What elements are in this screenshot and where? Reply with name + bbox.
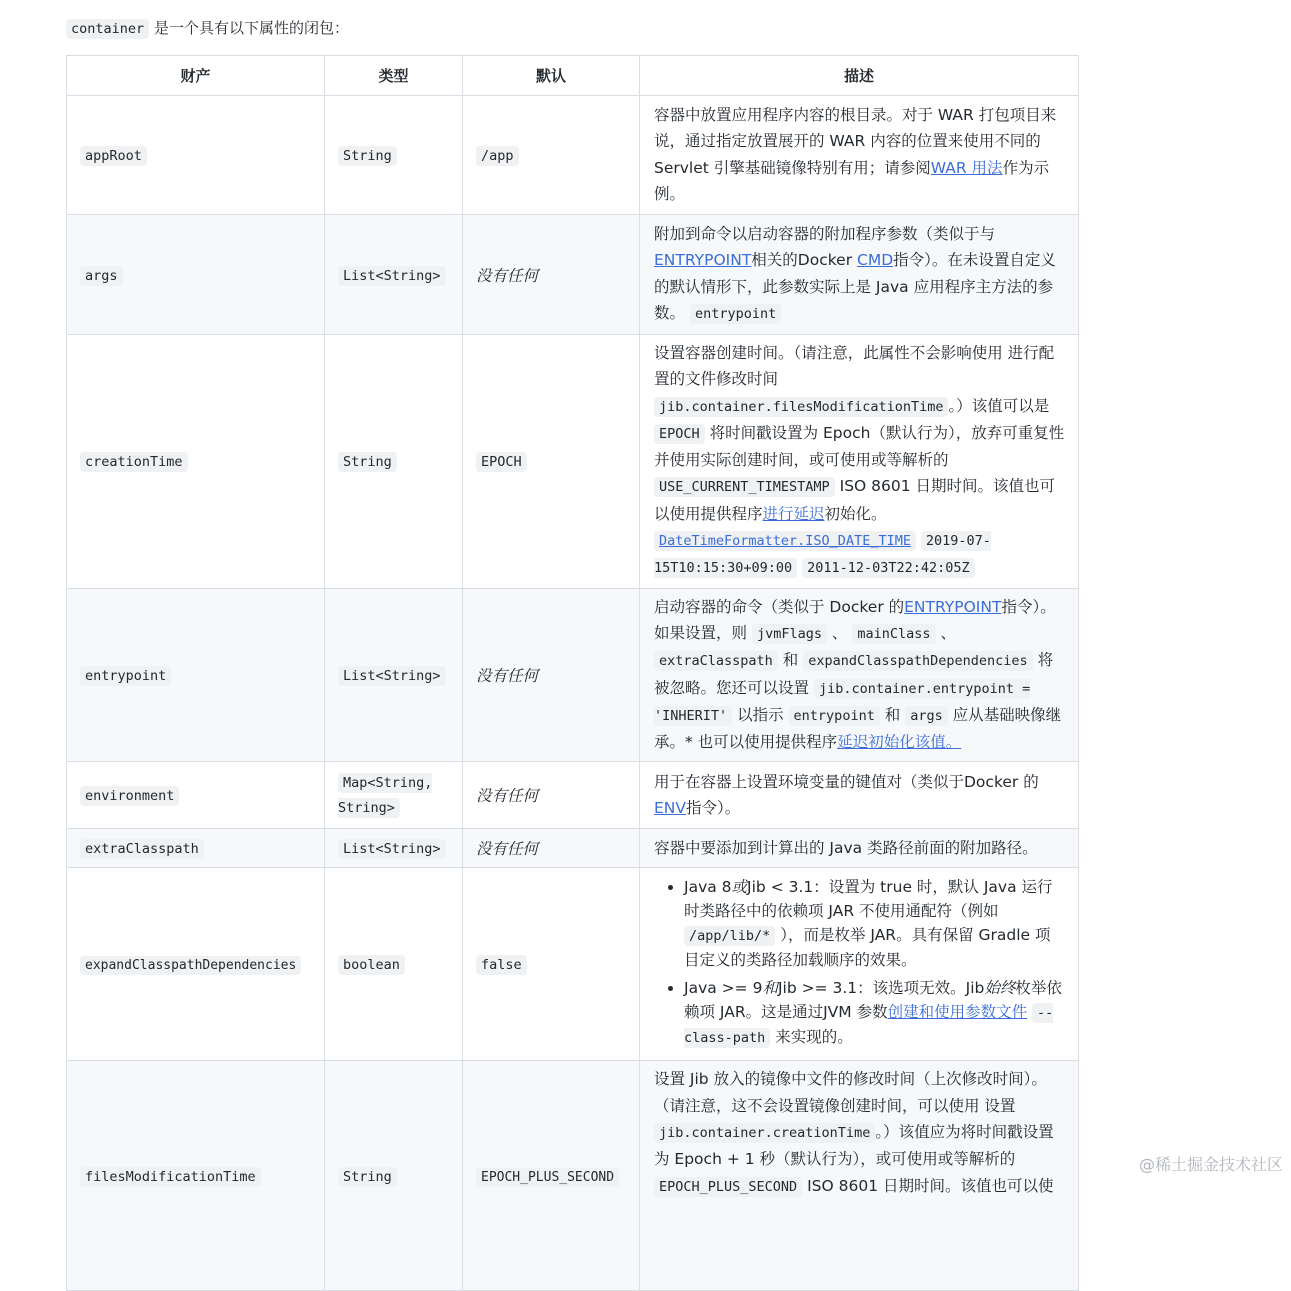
default-cell: 没有任何 bbox=[463, 588, 640, 762]
env-link[interactable]: ENV bbox=[654, 798, 686, 817]
desc-text: 容器中放置应用程序内容的根目录。对于 WAR 打包项目来说，通过指定放置展开的 WAR 内容的位置来使用不同的 Servlet 引擎基础镜像特别有用；请参阅 bbox=[654, 105, 1057, 177]
inline-code: expandClasspathDependencies bbox=[803, 651, 1032, 671]
desc-text: 将被忽略。您还可以设置 bbox=[654, 651, 1054, 697]
entrypoint-link[interactable]: ENTRYPOINT bbox=[904, 597, 1002, 616]
desc-text: 指令）。在未设置自定义的默认情形下，此参数实际上是 Java 应用程序主方法的参数。 bbox=[654, 251, 1056, 322]
list-item bbox=[684, 875, 1065, 972]
desc-text: 指令）。 bbox=[686, 798, 741, 817]
description-cell bbox=[640, 588, 1079, 762]
type-cell bbox=[325, 868, 463, 1061]
header-type: 类型 bbox=[325, 56, 463, 96]
type-value: List<String> bbox=[338, 666, 446, 686]
prop-cell bbox=[67, 868, 325, 1061]
inline-code: mainClass bbox=[852, 624, 935, 644]
type-value: String bbox=[338, 1167, 397, 1187]
desc-text: 始终 bbox=[984, 979, 1016, 998]
prop-name: appRoot bbox=[80, 146, 147, 166]
desc-text: 用于在容器上设置环境变量的键值对（类似于Docker 的 bbox=[654, 772, 1039, 791]
desc-text: Java >= 9 bbox=[684, 979, 763, 998]
list-item bbox=[684, 976, 1065, 1050]
description-cell bbox=[640, 829, 1079, 868]
intro-code: container bbox=[66, 19, 149, 39]
cmd-link[interactable]: CMD bbox=[857, 251, 894, 270]
inline-code: jib.container.creationTime bbox=[654, 1123, 875, 1143]
entrypoint-link[interactable]: ENTRYPOINT bbox=[654, 251, 752, 270]
description-cell bbox=[640, 215, 1079, 335]
default-cell: 没有任何 bbox=[463, 829, 640, 868]
desc-text: 初始化。 bbox=[824, 504, 887, 523]
desc-text: 、 bbox=[940, 623, 956, 642]
desc-text: ISO 8601 日期时间。该值也可以使用提供程序 bbox=[654, 477, 1056, 523]
prop-name: extraClasspath bbox=[80, 839, 204, 859]
default-cell bbox=[463, 1061, 640, 1291]
prop-name: environment bbox=[80, 786, 179, 806]
default-cell bbox=[463, 868, 640, 1061]
desc-text: ISO 8601 日期时间。该值也可以使 bbox=[807, 1176, 1054, 1195]
war-usage-link[interactable]: WAR 用法 bbox=[930, 158, 1003, 177]
datetimeformatter-link[interactable] bbox=[654, 531, 916, 549]
desc-text: 和 bbox=[884, 705, 901, 724]
default-value: EPOCH bbox=[476, 452, 527, 472]
prop-name: filesModificationTime bbox=[80, 1167, 261, 1187]
prop-cell bbox=[67, 96, 325, 215]
desc-text: 、 bbox=[831, 623, 848, 642]
table-header-row bbox=[67, 56, 1079, 96]
type-value: Map<String, String> bbox=[338, 775, 433, 817]
desc-text: 和 bbox=[762, 979, 778, 998]
default-value: EPOCH_PLUS_SECOND bbox=[476, 1168, 619, 1187]
description-cell bbox=[640, 96, 1079, 215]
inline-code: jib.container.filesModificationTime bbox=[654, 397, 948, 417]
inline-code: jib.container.entrypoint = 'INHERIT' bbox=[654, 680, 1031, 724]
description-cell bbox=[640, 762, 1079, 829]
desc-text: Jib < 3.1：设置为 true 时，默认 Java 运行时类路径中的依赖项 JAR 不使用通配符（例如 bbox=[684, 878, 1053, 921]
desc-text: 设置容器创建时间。（请注意，此属性不会影响使用 进行配置的文件修改时间 bbox=[654, 344, 1055, 389]
intro-text: 是一个具有以下属性的闭包： bbox=[153, 19, 349, 37]
bullet-list bbox=[654, 875, 1065, 1050]
desc-text: 指令）。如果设置，则 bbox=[654, 597, 1056, 642]
inline-code: extraClasspath bbox=[654, 651, 778, 671]
desc-text: 设置 Jib 放入的镜像中文件的修改时间（上次修改时间）。（请注意，这不会设置镜像创建时间，可以使用 设置 bbox=[654, 1070, 1047, 1115]
desc-text: 容器中要添加到计算出的 Java 类路径前面的附加路径。 bbox=[654, 838, 1038, 857]
desc-text: 相关的Docker bbox=[751, 251, 857, 270]
default-value: false bbox=[476, 955, 527, 975]
inline-code: 2011-12-03T22:42:05Z bbox=[802, 558, 975, 578]
lazy-init-value-link[interactable]: 延迟初始化该值。 bbox=[837, 733, 962, 752]
description-cell bbox=[640, 1061, 1079, 1291]
table-row bbox=[67, 868, 1079, 1061]
prop-cell bbox=[67, 829, 325, 868]
prop-name: args bbox=[80, 266, 123, 286]
intro-line bbox=[66, 17, 349, 40]
inline-code: /app/lib/* bbox=[684, 926, 775, 946]
default-value: /app bbox=[476, 146, 519, 166]
desc-text: 附加到命令以启动容器的附加程序参数（类似于与 bbox=[654, 224, 996, 243]
default-cell: 没有任何 bbox=[463, 215, 640, 335]
properties-table bbox=[66, 55, 1079, 1291]
inline-code: 2019-07-15T10:15:30+09:00 bbox=[654, 533, 991, 577]
inline-code: args bbox=[905, 706, 948, 726]
prop-cell bbox=[67, 215, 325, 335]
header-property: 财产 bbox=[67, 56, 325, 96]
desc-text: 以指示 bbox=[737, 705, 784, 724]
type-cell bbox=[325, 762, 463, 829]
prop-name: expandClasspathDependencies bbox=[80, 956, 301, 975]
lazy-init-link[interactable]: 进行延迟 bbox=[762, 504, 825, 523]
type-cell bbox=[325, 335, 463, 589]
prop-cell bbox=[67, 335, 325, 589]
desc-text: Jib >= 3.1：该选项无效。Jib bbox=[777, 979, 985, 998]
type-cell bbox=[325, 96, 463, 215]
watermark: @稀土掘金技术社区 bbox=[1138, 1155, 1283, 1174]
inline-code: --class-path bbox=[684, 1005, 1054, 1047]
inline-code: EPOCH bbox=[654, 424, 705, 444]
desc-text: 。）该值可以是 bbox=[948, 396, 1050, 415]
header-default: 默认 bbox=[463, 56, 640, 96]
desc-text: 枚举依赖项 JAR。这是通过JVM 参数 bbox=[684, 979, 1062, 1022]
desc-text: 应从基础映像继承。* 也可以使用提供程序 bbox=[654, 705, 1062, 752]
type-value: String bbox=[338, 146, 397, 166]
inline-code: jvmFlags bbox=[752, 624, 827, 644]
header-description: 描述 bbox=[640, 56, 1079, 96]
default-cell bbox=[463, 96, 640, 215]
desc-text: Java 8 bbox=[684, 878, 732, 897]
inline-code: USE_CURRENT_TIMESTAMP bbox=[654, 477, 835, 497]
type-cell bbox=[325, 215, 463, 335]
desc-text: 。）该值应为将时间戳设置为 Epoch + 1 秒（默认行为），或可使用或等解析的 bbox=[654, 1123, 1054, 1169]
inline-code: EPOCH_PLUS_SECOND bbox=[654, 1177, 802, 1197]
description-cell bbox=[640, 335, 1079, 589]
table-row bbox=[67, 335, 1079, 589]
table-row bbox=[67, 215, 1079, 335]
type-value: List<String> bbox=[338, 266, 446, 286]
table-row bbox=[67, 829, 1079, 868]
type-value: boolean bbox=[338, 955, 405, 975]
inline-code: DateTimeFormatter.ISO_DATE_TIME bbox=[654, 531, 916, 551]
prop-name: creationTime bbox=[80, 452, 188, 472]
type-value: List<String> bbox=[338, 839, 446, 859]
desc-text: ），而是枚举 JAR。具有保留 Gradle 项目定义的类路径加载顺序的效果。 bbox=[684, 926, 1051, 970]
table-row bbox=[67, 1061, 1079, 1291]
default-cell bbox=[463, 335, 640, 589]
desc-text: 作为示例。 bbox=[654, 158, 1050, 203]
argfile-link[interactable]: 创建和使用参数文件 bbox=[887, 1003, 1028, 1022]
description-cell bbox=[640, 868, 1079, 1061]
prop-cell bbox=[67, 1061, 325, 1291]
inline-code: entrypoint bbox=[789, 706, 880, 726]
inline-code: entrypoint bbox=[690, 304, 781, 324]
prop-cell bbox=[67, 762, 325, 829]
table-row bbox=[67, 96, 1079, 215]
desc-text: 或 bbox=[731, 878, 748, 897]
prop-name: entrypoint bbox=[80, 666, 171, 686]
type-cell bbox=[325, 1061, 463, 1291]
desc-text: 启动容器的命令（类似于 Docker 的 bbox=[654, 597, 905, 616]
type-value: String bbox=[338, 452, 397, 472]
type-cell bbox=[325, 829, 463, 868]
prop-cell bbox=[67, 588, 325, 762]
default-cell: 没有任何 bbox=[463, 762, 640, 829]
type-cell bbox=[325, 588, 463, 762]
table-row bbox=[67, 588, 1079, 762]
desc-text: 来实现的。 bbox=[775, 1028, 853, 1047]
desc-text: 和 bbox=[782, 651, 799, 670]
desc-text: 将时间戳设置为 Epoch（默认行为），放弃可重复性并使用实际创建时间，或可使用或等解析的 bbox=[654, 423, 1065, 470]
table-row bbox=[67, 762, 1079, 829]
